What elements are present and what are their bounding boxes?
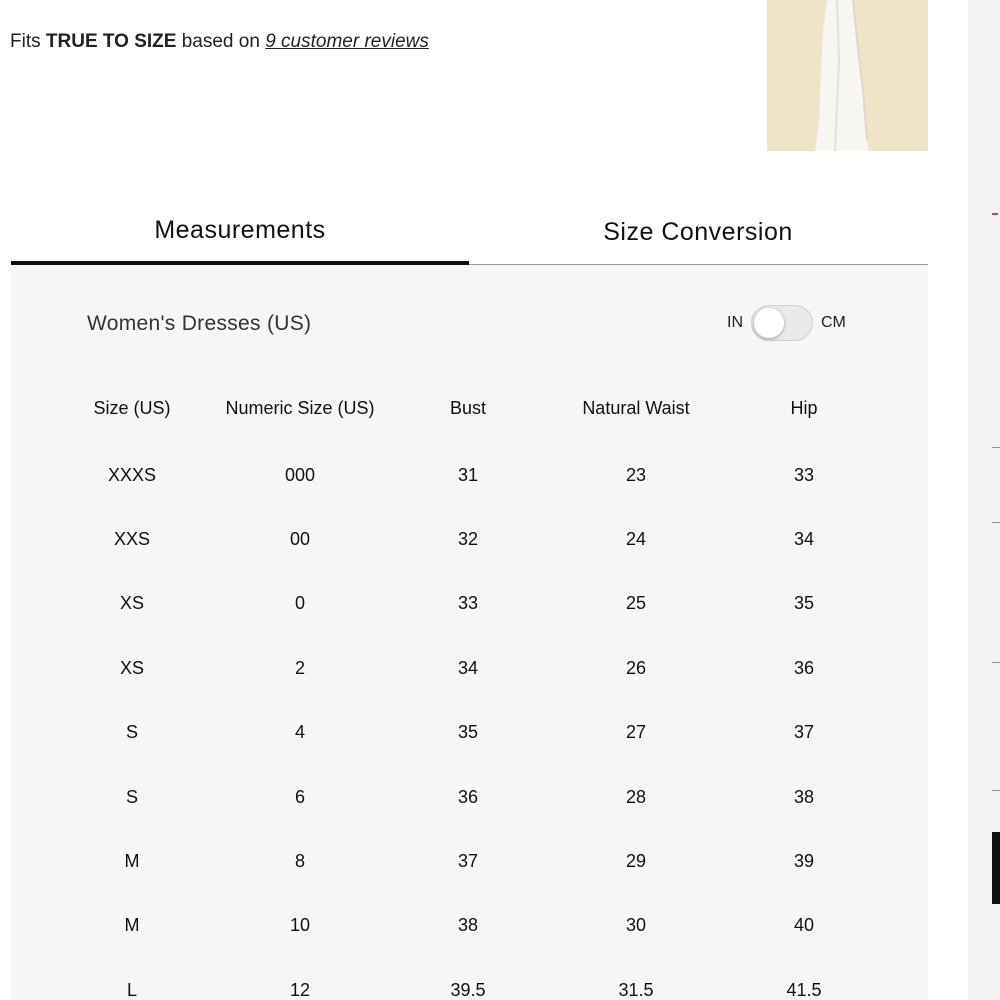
- unit-label-cm: CM: [821, 314, 846, 331]
- cell-waist: 25: [625, 593, 647, 614]
- cell-hip: 34: [793, 529, 815, 550]
- table-row: [48, 443, 888, 507]
- cell-waist: 30: [625, 915, 647, 936]
- cell-waist: 26: [625, 657, 647, 678]
- cell-size: XS: [119, 657, 144, 678]
- table-row: [48, 507, 888, 571]
- size-chart-table: [48, 373, 888, 1000]
- table-row: [48, 765, 888, 829]
- background-divider: [992, 662, 1000, 663]
- background-divider: [992, 522, 1000, 523]
- cell-numeric: 6: [294, 786, 305, 807]
- cell-bust: 35: [457, 722, 479, 743]
- cell-numeric: 10: [289, 915, 311, 936]
- tab-size-conversion[interactable]: Size Conversion: [603, 218, 793, 246]
- background-page-edge: [968, 0, 1000, 1000]
- cell-bust: 33: [457, 593, 479, 614]
- cell-numeric: 4: [294, 722, 305, 743]
- cell-hip: 37: [793, 722, 815, 743]
- cell-bust: 32: [457, 529, 479, 550]
- tab-measurements[interactable]: Measurements: [11, 200, 469, 265]
- table-row: [48, 636, 888, 700]
- cell-hip: 41.5: [786, 979, 822, 1000]
- cell-size: M: [124, 915, 140, 936]
- size-guide-tabs: [11, 200, 928, 265]
- cell-bust: 31: [457, 464, 479, 485]
- cell-waist: 31.5: [618, 979, 654, 1000]
- cell-waist: 24: [625, 529, 647, 550]
- background-divider: [992, 790, 1000, 791]
- white-dress-image: [767, 0, 928, 151]
- unit-label-in: IN: [727, 314, 743, 331]
- table-row: [48, 958, 888, 1000]
- cell-waist: 29: [625, 851, 647, 872]
- unit-toggle: [727, 303, 846, 343]
- cell-hip: 35: [793, 593, 815, 614]
- cell-numeric: 000: [284, 464, 316, 485]
- cell-waist: 27: [625, 722, 647, 743]
- cell-numeric: 0: [294, 593, 305, 614]
- header-bust: Bust: [449, 397, 487, 418]
- switch-knob: [754, 308, 784, 338]
- measurements-panel: [11, 265, 928, 1000]
- cell-hip: 39: [793, 851, 815, 872]
- fit-verdict: TRUE TO SIZE: [45, 31, 177, 52]
- cell-size: L: [126, 979, 137, 1000]
- cell-bust: 34: [457, 657, 479, 678]
- background-divider: [992, 447, 1000, 448]
- header-hip: Hip: [790, 397, 818, 418]
- table-row: [48, 572, 888, 636]
- table-row: [48, 701, 888, 765]
- cell-size: S: [125, 786, 138, 807]
- unit-switch[interactable]: [751, 305, 813, 341]
- cell-hip: 36: [793, 657, 815, 678]
- cell-size: XXXS: [107, 464, 157, 485]
- cell-numeric: 00: [289, 529, 311, 550]
- cell-hip: 38: [793, 786, 815, 807]
- product-thumbnail: [767, 0, 928, 151]
- background-accent-mark: [992, 213, 998, 223]
- cell-size: S: [125, 722, 138, 743]
- cell-waist: 28: [625, 786, 647, 807]
- cell-bust: 39.5: [450, 979, 486, 1000]
- cell-size: XS: [119, 593, 144, 614]
- fit-prefix: Fits: [10, 31, 41, 52]
- cell-bust: 36: [457, 786, 479, 807]
- table-row: [48, 829, 888, 893]
- header-numeric-size: Numeric Size (US): [225, 397, 375, 418]
- size-chart-title: Women's Dresses (US): [87, 312, 312, 335]
- header-size-us: Size (US): [93, 397, 171, 418]
- header-natural-waist: Natural Waist: [582, 397, 690, 418]
- cell-waist: 23: [625, 464, 647, 485]
- fit-summary: [10, 31, 429, 53]
- table-header-row: [48, 373, 888, 443]
- cell-hip: 40: [793, 915, 815, 936]
- cell-bust: 38: [457, 915, 479, 936]
- cell-numeric: 12: [289, 979, 311, 1000]
- customer-reviews-link[interactable]: 9 customer reviews: [265, 31, 429, 52]
- cell-size: XXS: [113, 529, 151, 550]
- cell-numeric: 2: [294, 657, 305, 678]
- cell-hip: 33: [793, 464, 815, 485]
- cell-size: M: [124, 851, 140, 872]
- fit-middle: based on: [181, 31, 260, 52]
- background-dark-button: [992, 832, 1000, 904]
- cell-numeric: 8: [294, 851, 305, 872]
- table-row: [48, 894, 888, 958]
- cell-bust: 37: [457, 851, 479, 872]
